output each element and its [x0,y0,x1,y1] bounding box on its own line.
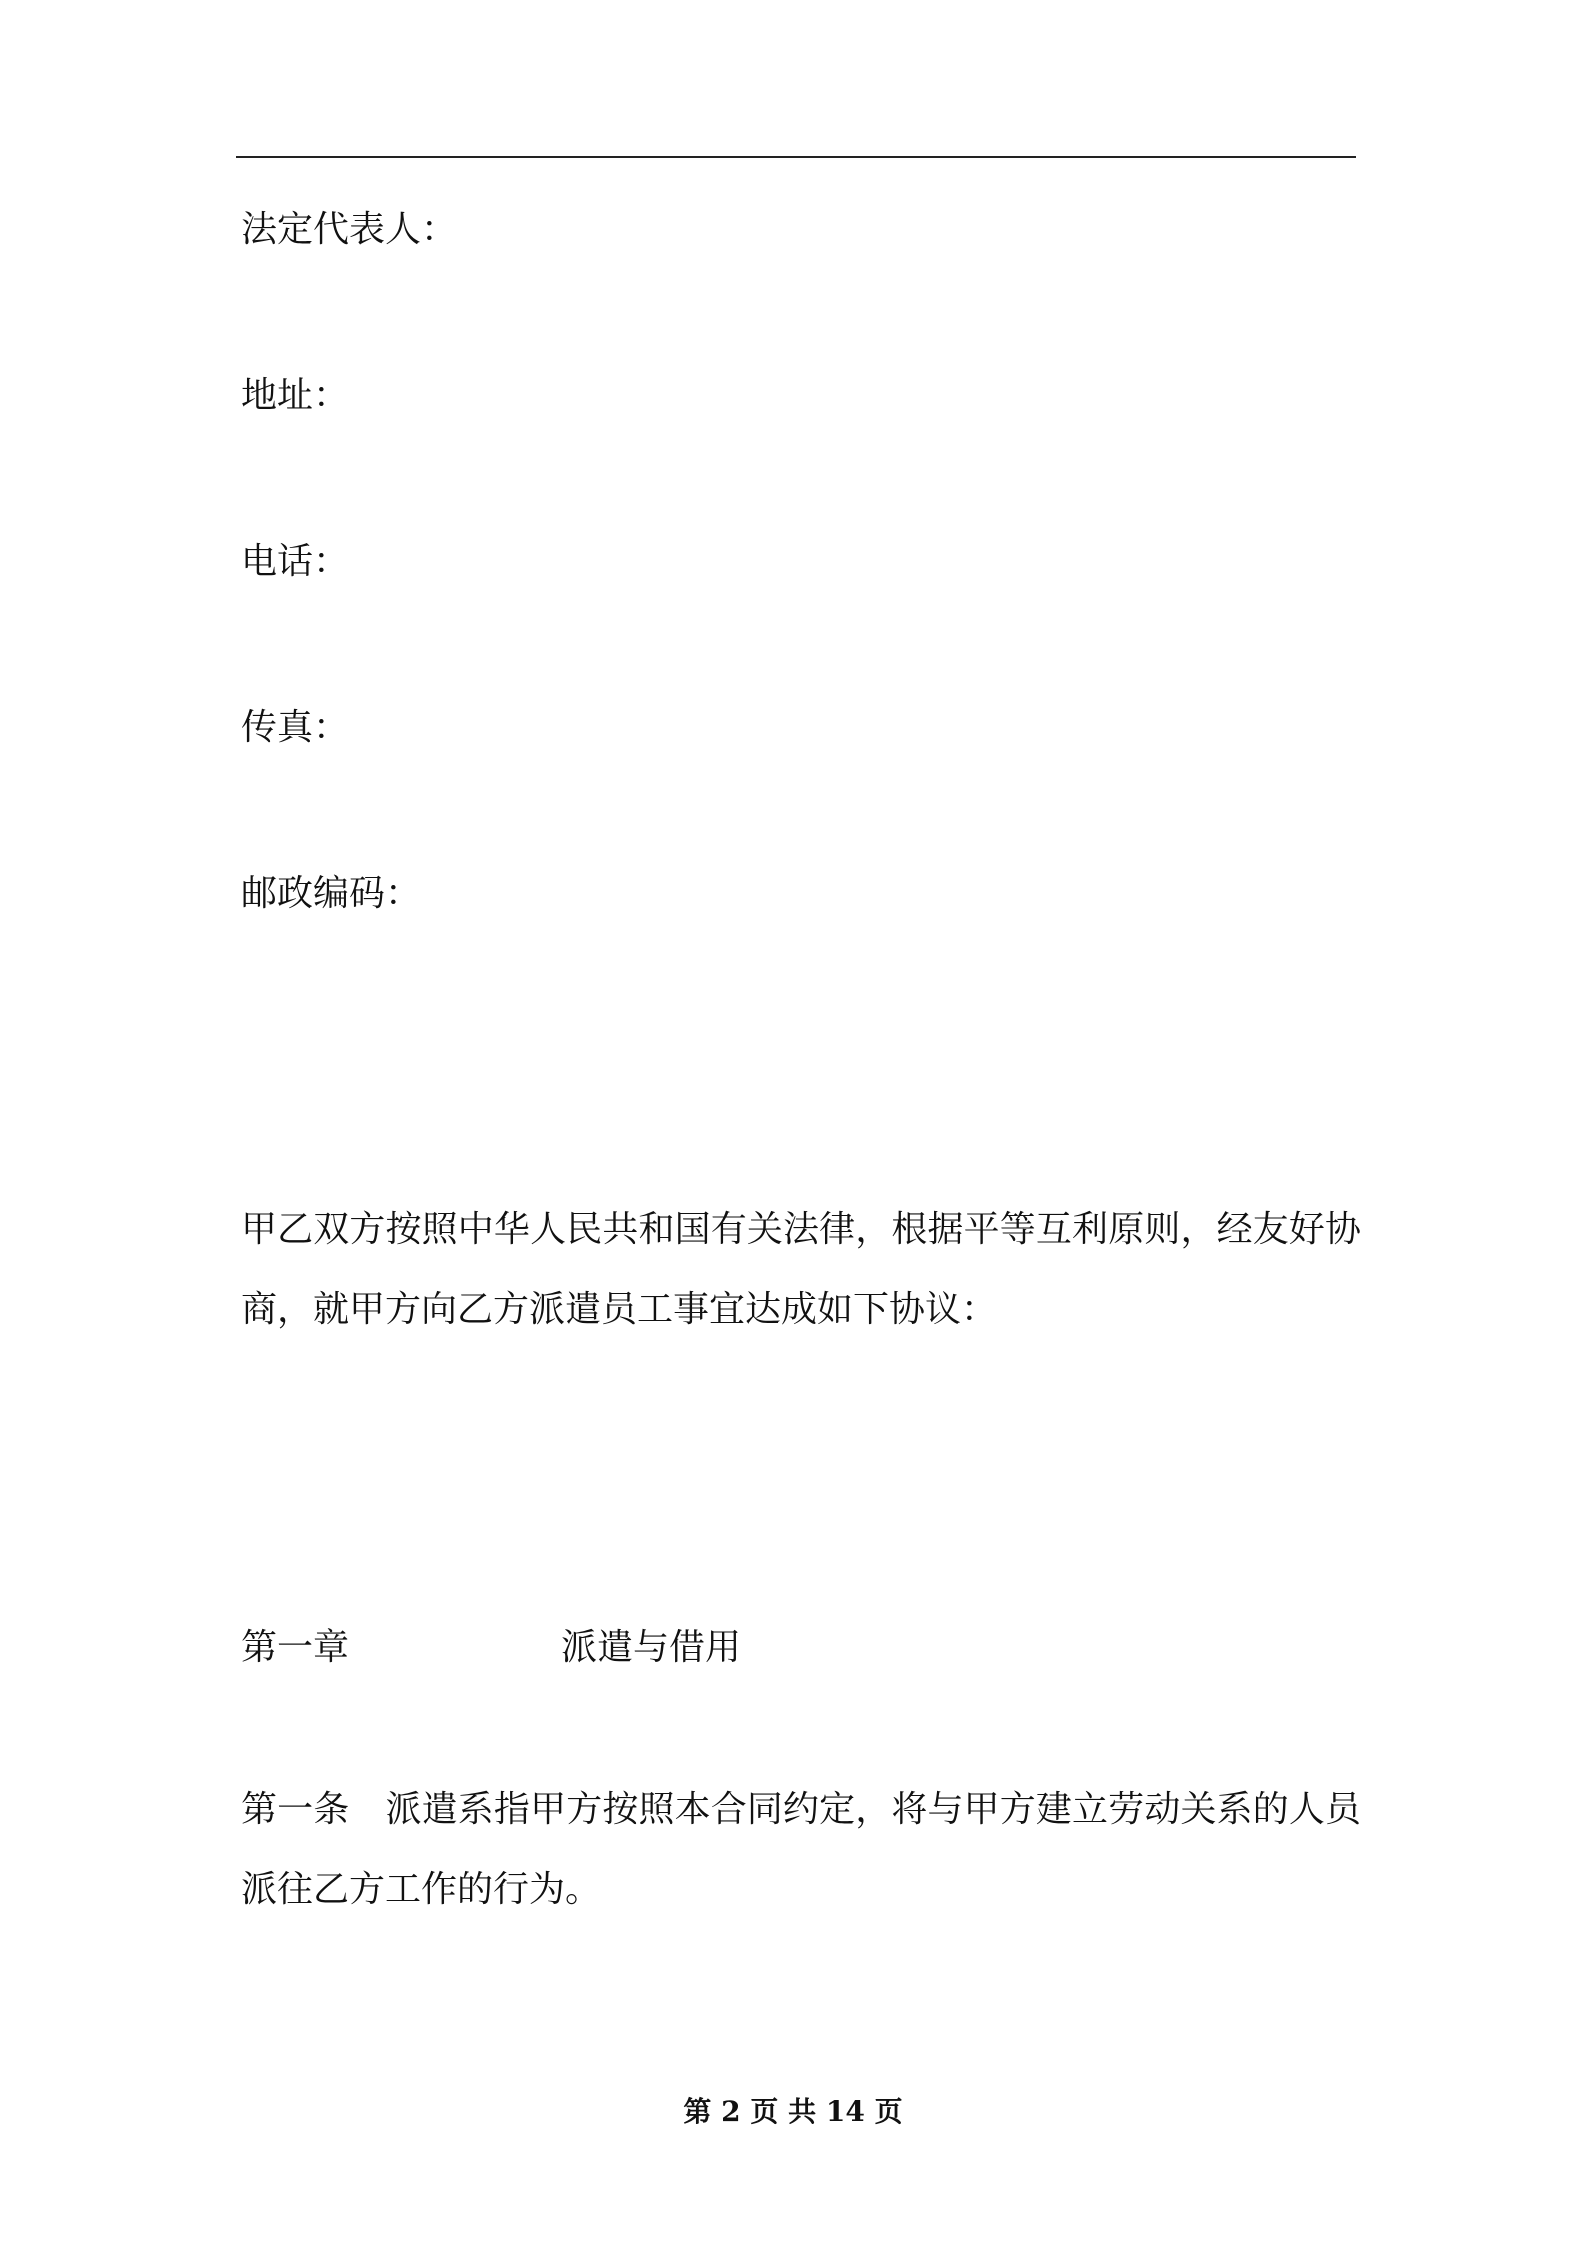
chapter-number: 第一章 [241,1627,350,1668]
article-1-paragraph: 第一条 派遣系指甲方按照本合同约定，将与甲方建立劳动关系的人员派往乙方工作的行为。 [241,1789,1361,1910]
field-fax: 传真： [241,707,350,748]
field-postcode: 邮政编码： [241,873,422,914]
page-number-footer: 第 2 页 共 14 页 [683,2095,903,2128]
field-legal-representative: 法定代表人： [241,209,458,250]
field-address: 地址： [241,375,350,416]
chapter-title: 派遣与借用 [561,1627,742,1668]
field-phone: 电话： [241,541,350,582]
intro-paragraph: 甲乙双方按照中华人民共和国有关法律，根据平等互利原则，经友好协商，就甲方向乙方派遣员工事宜达成如下协议： [241,1209,1361,1330]
header-rule [236,156,1356,158]
